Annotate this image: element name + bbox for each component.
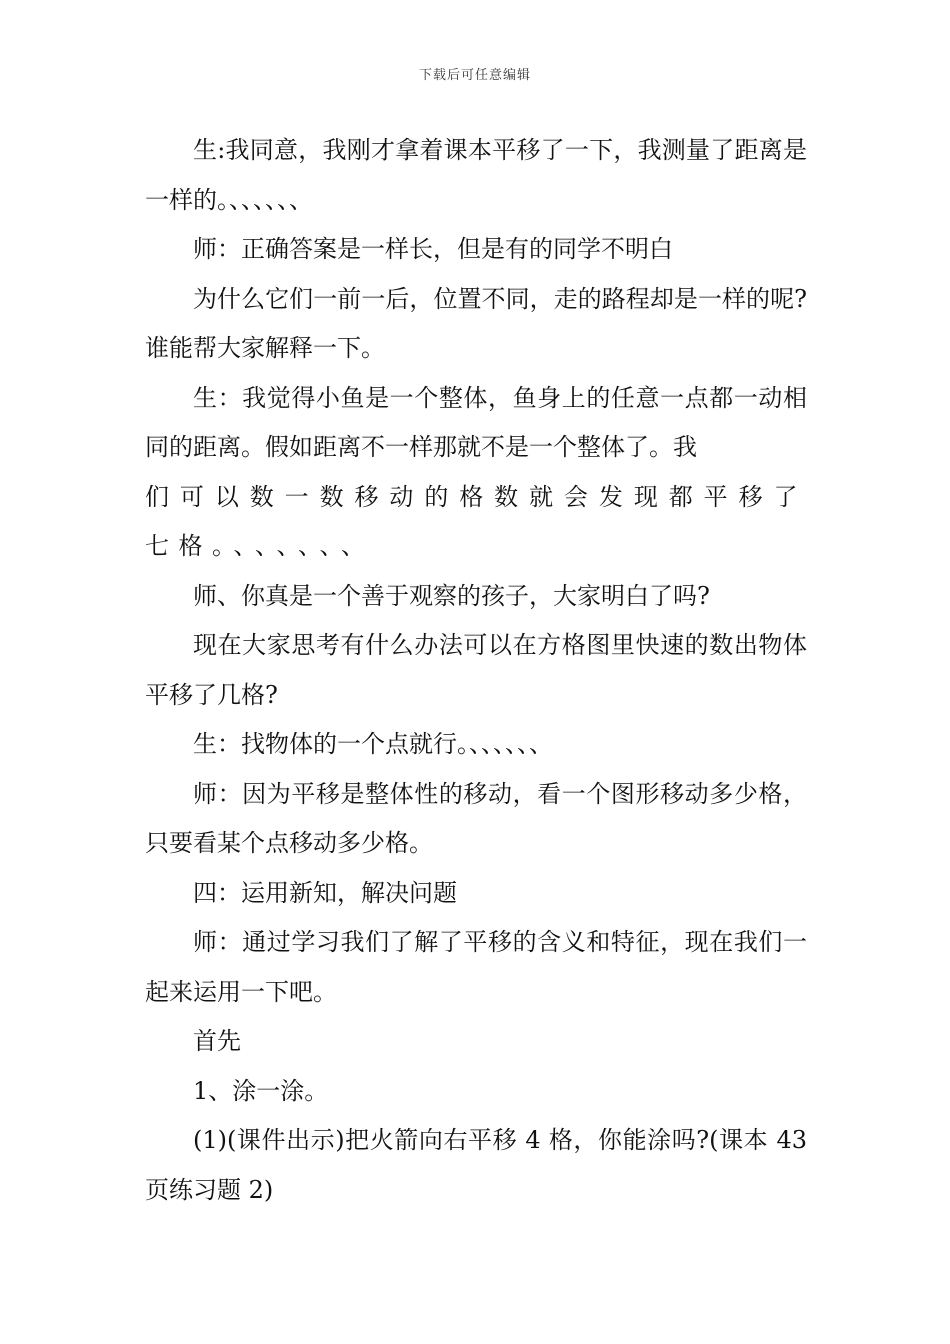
- paragraph: 生:我同意，我刚才拿着课本平移了一下，我测量了距离是一样的。、、、、、、: [145, 136, 807, 214]
- paragraph: 师、你真是一个善于观察的孩子，大家明白了吗?: [193, 581, 710, 610]
- paragraph: 们可以数一数移动的格数就会发现都平移了七格。、、、、、、: [145, 482, 807, 560]
- paragraph: 生：找物体的一个点就行。、、、、、、: [193, 730, 553, 758]
- list-item: 1、涂一涂。: [193, 1076, 329, 1105]
- paragraph: 师：正确答案是一样长，但是有的同学不明白: [193, 235, 673, 263]
- section-heading: 四：运用新知，解决问题: [193, 878, 457, 907]
- document-body: [145, 126, 807, 1215]
- page-header: 下载后可任意编辑: [418, 68, 531, 83]
- paragraph: 为什么它们一前一后，位置不同，走的路程却是一样的呢?谁能帮大家解释一下。: [145, 284, 807, 362]
- paragraph: 师：通过学习我们了解了平移的含义和特征，现在我们一起来运用一下吧。: [145, 928, 807, 1006]
- list-item: (1)(课件出示)把火箭向右平移 4 格，你能涂吗?(课本 43 页练习题 2): [145, 1126, 807, 1204]
- paragraph: 师：因为平移是整体性的移动，看一个图形移动多少格，只要看某个点移动多少格。: [145, 779, 807, 857]
- paragraph: 首先: [193, 1027, 241, 1055]
- paragraph: 现在大家思考有什么办法可以在方格图里快速的数出物体平移了几格?: [145, 631, 807, 709]
- paragraph: 生：我觉得小鱼是一个整体，鱼身上的任意一点都一动相同的距离。假如距离不一样那就不是一个整体了。我: [145, 383, 807, 461]
